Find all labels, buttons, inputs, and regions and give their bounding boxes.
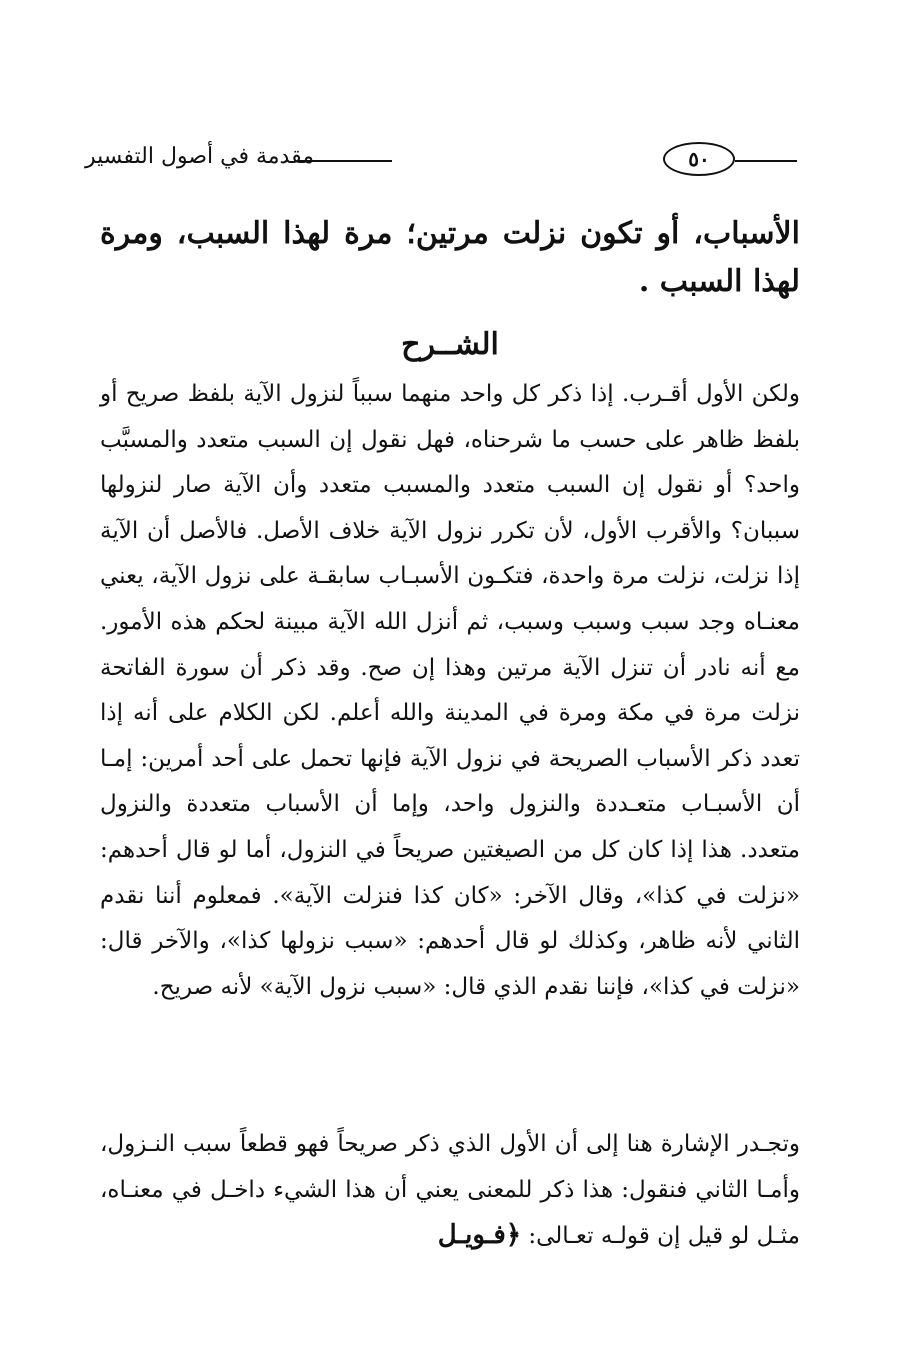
- body-paragraph-1: ولكن الأول أقـرب. إذا ذكر كل واحد منهما سبباً لنزول الآية بلفظ صريح أو بلفظ ظاهر على حسب ما شرحناه، فهل نقول إن السبب متعدد والمسبَّب واحد؟ أو نقول إن السبب متعدد والمسبب متعدد وأن الآية صار لنزولها سببان؟ والأقرب الأول، لأن تكرر نزول الآية خلاف الأصل. فالأصل أن الآية إذا نزلت، نزلت مرة واحدة، فتكـون الأسبـاب سابقـة على نزول الآية، يعني معنـاه وجد سبب وسبب وسبب، ثم أنزل الله الآية مبينة لحكم هذه الأمور. مع أنه نادر أن تنزل الآية مرتين وهذا إن صح. وقد ذكر أن سورة الفاتحة نزلت مرة في مكة ومرة في المدينة والله أعلم. لكن الكلام على أنه إذا تعدد ذكر الأسباب الصريحة في نزول الآية فإنها تحمل على أحد أمرين: إمـا أن الأسبـاب متعـددة والنزول واحد، وإما أن الأسباب متعددة والنزول متعدد. هذا إذا كان كل من الصيغتين صريحاً في النزول، أما لو قال أحدهم: «نزلت في كذا»، وقال الآخر: «كان كذا فنزلت الآية». فمعلوم أننا نقدم الثاني لأنه ظاهر، وكذلك لو قال أحدهم: «سبب نزولها كذا»، والآخر قال: «نزلت في كذا»، فإننا نقدم الذي قال: «سبب نزول الآية» لأنه صريح.: [100, 381, 800, 1000]
- body-paragraph-2: [100, 1122, 800, 1260]
- intro-paragraph: الأسباب، أو تكون نزلت مرتين؛ مرة لهذا السبب، ومرة لهذا السبب .: [100, 216, 800, 299]
- page-header: [85, 140, 797, 182]
- body-paragraph-2-text: وتجـدر الإشارة هنا إلى أن الأول الذي ذكر صريحاً فهو قطعاً سبب النـزول، وأمـا الثاني فنقول: هذا ذكر للمعنى يعني أن هذا الشيء داخـل في معنـاه، مثـل لو قيل إن قولـه تعـالى:: [100, 1131, 800, 1250]
- book-title: مقدمة في أصول التفسير: [85, 144, 315, 169]
- section-title: الشــرح: [401, 327, 499, 362]
- header-rule-right: [735, 160, 797, 162]
- page-number: ٥٠: [663, 142, 735, 176]
- quran-quote-start: ﴿فـويـل: [437, 1220, 522, 1251]
